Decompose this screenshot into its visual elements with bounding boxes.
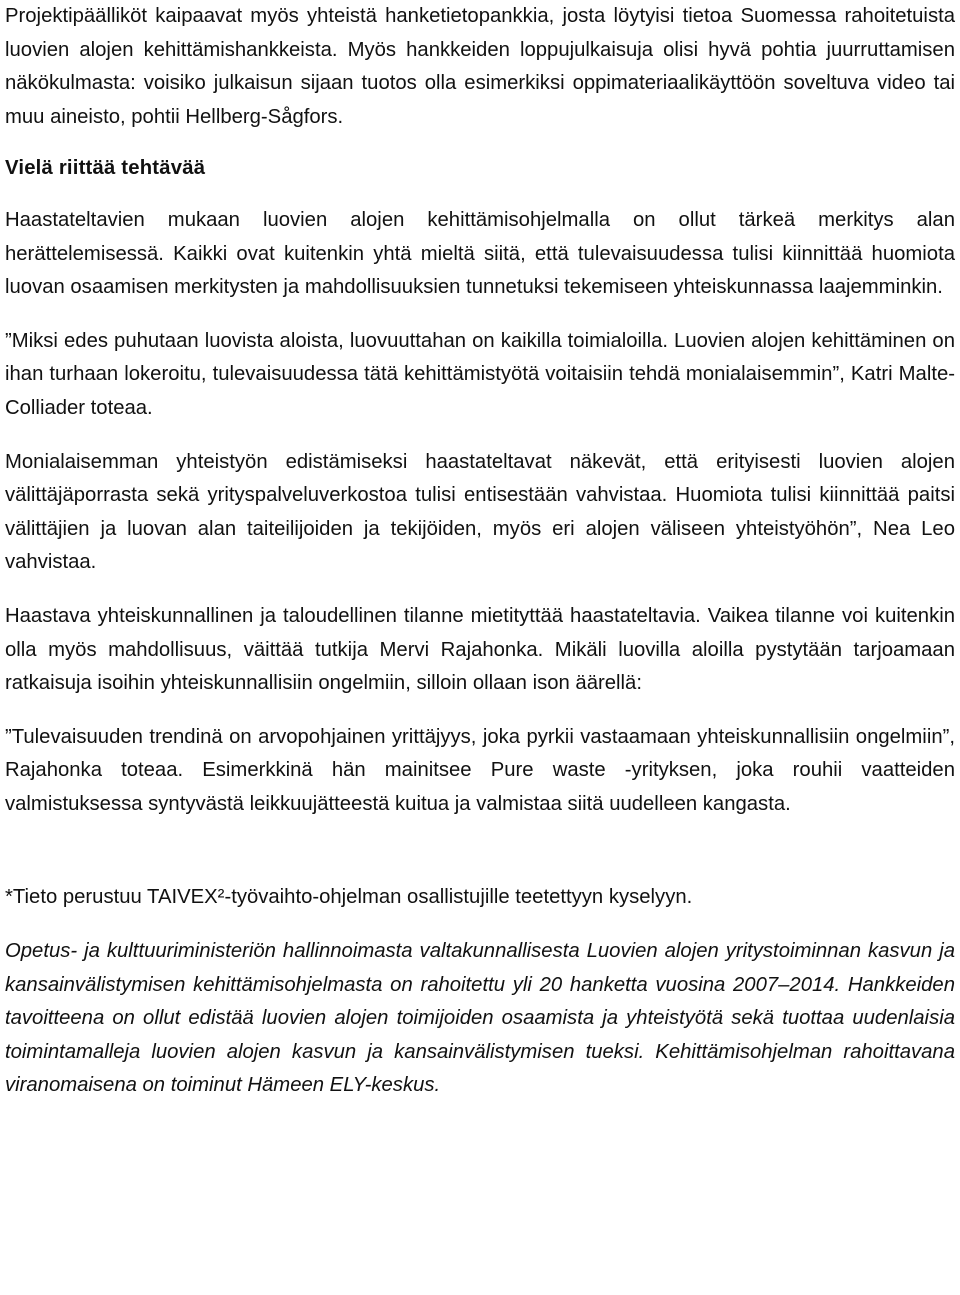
paragraph-hanketietopankki: Projektipäälliköt kaipaavat myös yhteistä hanketietopankkia, josta löytyisi tietoa Suomessa rahoitetuista luovien alojen kehittämishankkeista. Myös hankkeiden loppujulkaisuja olisi hyvä pohtia juurruttamisen näkökulmasta: voisiko julkaisun sijaan tuotos olla esimerkiksi oppimateriaalikäyttöön soveltuva video tai muu aineisto, pohtii Hellberg-Sågfors.	[5, 5, 955, 128]
paragraph-monialainen-yhteistyo: Monialaisemman yhteistyön edistämiseksi haastateltavat näkevät, että erityisesti luovien alojen välittäjäporrasta sekä yrityspalveluverkostoa tulisi entisestään vahvistaa. Huomiota tulisi kiinnittää paitsi välittäjien ja luovan alan taiteilijoiden ja tekijöiden, myös eri alojen väliseen yhteistyöhön”, Nea Leo vahvistaa.	[5, 450, 955, 574]
document-page	[5, 0, 955, 1103]
footnote: *Tieto perustuu TAIVEX²-työvaihto-ohjelman osallistujille teetettyyn kyselyyn.	[5, 886, 693, 909]
paragraph-quote-rajahonka: ”Tulevaisuuden trendinä on arvopohjainen yrittäjyys, joka pyrkii vastaamaan yhteiskunnallisiin ongelmiin”, Rajahonka toteaa. Esimerkkinä hän mainitsee Pure waste -yrityksen, joka rouhii vaatteiden valmistuksessa syntyvästä leikkuujätteestä kuitua ja valmistaa siitä uudelleen kangasta.	[5, 725, 955, 815]
paragraph-kehittamisohjelma: Haastateltavien mukaan luovien alojen kehittämisohjelmalla on ollut tärkeä merkitys alan herättelemisessä. Kaikki ovat kuitenkin yhtä mieltä siitä, että tulevaisuudessa tulisi kiinnittää huomiota luovan osaamisen merkitysten ja mahdollisuuksien tunnetuksi tekemiseen yhteiskunnassa laajemminkin.	[5, 208, 955, 299]
paragraph-rajahonka: Haastava yhteiskunnallinen ja taloudellinen tilanne mietityttää haastateltavia. Vaikea tilanne voi kuitenkin olla myös mahdollisuus, väittää tutkija Mervi Rajahonka. Mikäli luovilla aloilla pystytään tarjoamaan ratkaisuja isoihin yhteiskunnallisiin ongelmiin, silloin ollaan ison äärellä:	[5, 604, 955, 695]
section-heading: Vielä riittää tehtävää	[5, 157, 206, 180]
program-info: Opetus- ja kulttuuriministeriön hallinnoimasta valtakunnallisesta Luovien alojen yritystoiminnan kasvun ja kansainvälistymisen kehittämisohjelmasta on rahoitettu yli 20 hanketta vuosina 2007–2014. Hankkeiden tavoitteena on ollut edistää luovien alojen toimijoiden osaamista ja yhteistyötä sekä tuottaa uudenlaisia toimintamalleja luovien alojen kasvun ja kansainvälistymisen tueksi. Kehittämisohjelman rahoittavana viranomaisena on toiminut Hämeen ELY-keskus.	[5, 940, 955, 1097]
paragraph-quote-malte-colliader: ”Miksi edes puhutaan luovista aloista, luovuuttahan on kaikilla toimialoilla. Luovien alojen kehittäminen on ihan turhaan lokeroitu, tulevaisuudessa tätä kehittämistyötä voitaisiin tehdä monialaisemmin”, Katri Malte-Colliader toteaa.	[5, 329, 955, 419]
